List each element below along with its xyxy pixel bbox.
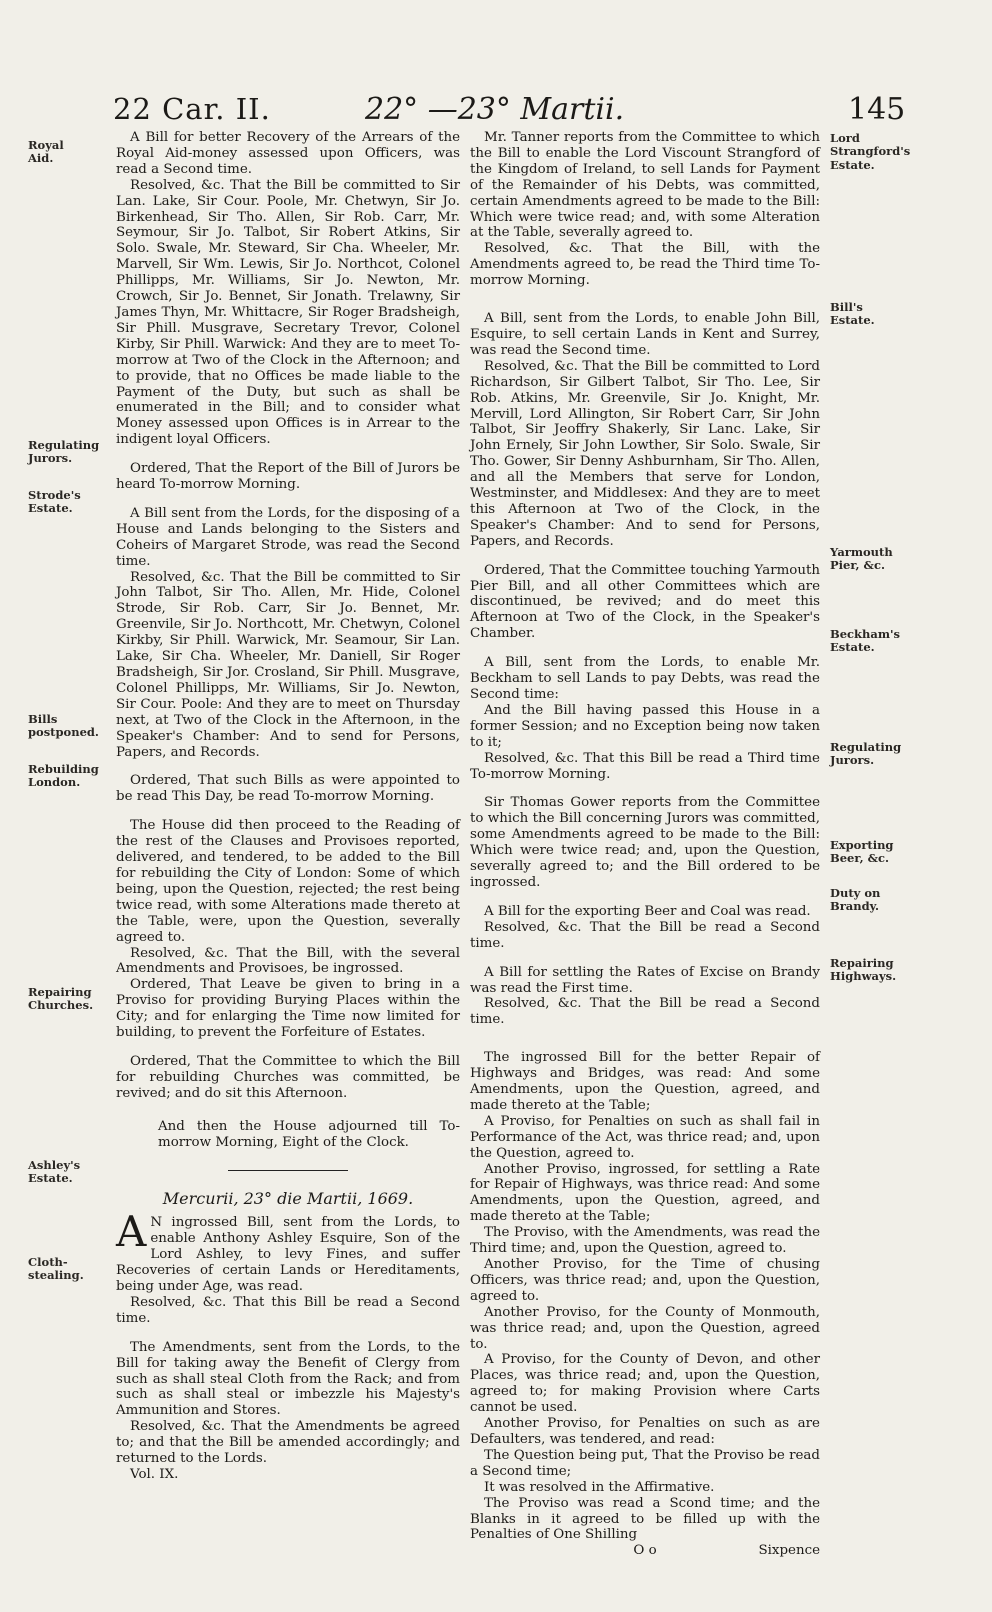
paragraph: Resolved, &c. That this Bill be read a Third time To-morrow Morning.	[470, 750, 820, 782]
paragraph: Resolved, &c. That the Bill be read a Second time.	[470, 996, 820, 1028]
paragraph: A Bill for better Recovery of the Arrears of the Royal Aid-money assessed upon Officers, was read a Second time.	[116, 130, 460, 177]
regnal-year: 22 Car. II.	[113, 92, 271, 126]
paragraph: The House did then proceed to the Reading of the rest of the Clauses and Provisoes reported, delivered, and tendered, to be added to the Bill for rebuilding the City of London: Some of which being, upon the Question, rejected; the rest being twice read, with some Alterations made thereto at the Table, were, upon the Question, severally agreed to.	[116, 818, 460, 945]
margin-note-repairing-highways: Repairing Highways.	[830, 956, 897, 984]
paragraph: A Bill, sent from the Lords, to enable John Bill, Esquire, to sell certain Lands in Kent and Surrey, was read the Second time.	[470, 311, 820, 358]
page-footer	[470, 1543, 820, 1559]
paragraph: The Proviso was read a Scond time; and the Blanks in it agreed to be filled up with the Penalties of One Shilling	[470, 1495, 820, 1543]
margin-note-yarmouth-pier: Yarmouth Pier, &c.	[830, 545, 893, 573]
margin-note-strodes-estate: Strode's Estate.	[28, 488, 81, 516]
paragraph: Mr. Tanner reports from the Committee to which the Bill to enable the Lord Viscount Strangford of the Kingdom of Ireland, to sell Lands for Payment of the Remainder of his Debts, was committed, certain Amendments agreed to be made to the Bill: Which were twice read; and, with some Alteration at the Table, severally agreed to.	[470, 130, 820, 241]
catchword: Sixpence	[758, 1543, 820, 1559]
paragraph: It was resolved in the Affirmative.	[484, 1479, 715, 1495]
paragraph: Resolved, &c. That the Bill be committed to Sir John Talbot, Sir Tho. Allen, Mr. Hide, Colonel Strode, Sir Rob. Carr, Sir Jo. Bennet, Mr. Greenvile, Sir Jo. Northcott, Mr. Chetwyn, Colonel Kirkby, Sir Phill. Warwick, Mr. Seamour, Sir Lan. Lake, Sir Cha. Wheeler, Mr. Daniell, Sir Roger Bradsheigh, Sir Jor. Crosland, Sir Phill. Musgrave, Colonel Phillipps, Mr. Williams, Sir Jo. Newton, Sir Cour. Poole: And they are to meet on Thursday next, at Two of the Clock in the Afternoon, in the Speaker's Chamber: And to send for Persons, Papers, and Records.	[116, 569, 460, 760]
margin-note-exporting-beer: Exporting Beer, &c.	[830, 838, 894, 866]
margin-note-bills-postponed: Bills postponed.	[28, 712, 99, 740]
paragraph: A Proviso, for Penalties on such as shall fail in Performance of the Act, was thrice read; and, upon the Question, agreed to.	[470, 1113, 820, 1161]
paragraph: Ordered, That the Committee touching Yarmouth Pier Bill, and all other Committees which are discontinued, be revived; and do meet this Afternoon at Two of the Clock, in the Speaker's Chamber.	[470, 562, 820, 642]
paragraph: Resolved, &c. That the Bill be read a Second time.	[470, 919, 820, 951]
margin-note-rebuilding-london: Rebuilding London.	[28, 762, 99, 790]
margin-note-regulating-jurors: Regulating Jurors.	[28, 438, 100, 466]
signature-mark: O o	[633, 1543, 657, 1559]
paragraph: Another Proviso, ingrossed, for settling a Rate for Repair of Highways, was thrice read: And some Amendments, upon the Question, agreed, and made thereto at the Table;	[470, 1161, 820, 1225]
paragraph-text: N ingrossed Bill, sent from the Lords, to enable Anthony Ashley Esquire, Son of the Lord Ashley, to levy Fines, and suffer Recoveries of certain Lands or Hereditaments, being under Age, was read.	[116, 1215, 460, 1294]
paragraph: The Question being put, That the Proviso be read a Second time;	[470, 1447, 820, 1479]
paragraph: And the Bill having passed this House in a former Session; and no Exception being now taken to it;	[470, 702, 820, 750]
paragraph: A Bill for settling the Rates of Excise on Brandy was read the First time.	[470, 964, 820, 996]
margin-note-royal-aid: Royal Aid.	[28, 138, 64, 166]
paragraph: Ordered, That the Report of the Bill of Jurors be heard To-morrow Morning.	[116, 461, 460, 493]
paragraph: Another Proviso, for the County of Monmouth, was thrice read; and, upon the Question, agreed to.	[470, 1304, 820, 1352]
paragraph: Ordered, That the Committee to which the Bill for rebuilding Churches was committed, be revived; and do sit this Afternoon.	[116, 1053, 460, 1101]
margin-note-cloth-stealing: Cloth-stealing.	[28, 1255, 84, 1283]
paragraph: The Proviso, with the Amendments, was read the Third time; and, upon the Question, agreed to.	[470, 1225, 820, 1257]
margin-note-bills-estate: Bill's Estate.	[830, 300, 875, 328]
adjournment-notice: And then the House adjourned till To-morrow Morning, Eight of the Clock.	[158, 1118, 460, 1150]
volume-mark: Vol. IX.	[130, 1466, 179, 1482]
paragraph: Another Proviso, for Penalties on such as are Defaulters, was tendered, and read:	[470, 1416, 820, 1447]
right-column	[470, 130, 820, 1559]
paragraph: The Amendments, sent from the Lords, to the Bill for taking away the Benefit of Clergy from such as shall steal Cloth from the Rack; and from such as shall steal or imbezzle his Majesty's Ammunition and Stores.	[116, 1339, 460, 1419]
paragraph: Resolved, &c. That the Bill be committed to Lord Richardson, Sir Gilbert Talbot, Sir Tho. Lee, Sir Rob. Atkins, Mr. Greenvile, Sir Jo. Knight, Mr. Mervill, Lord Allington, Sir Robert Carr, Sir John Talbot, Sir Jeoffry Shakerly, Sir Lanc. Lake, Sir John Ernely, Sir John Lowther, Sir Solo. Swale, Sir Tho. Gower, Sir Denny Ashburnham, Sir Tho. Allen, and all the Members that serve for London, Westminster, and Middlesex: And they are to meet this Afternoon at Two of the Clock, in the Speaker's Chamber: And to send for Persons, Papers, and Records.	[470, 358, 820, 549]
dateline: Mercurii, 23° die Martii, 1669.	[162, 1189, 414, 1209]
paragraph: Resolved, &c. That the Bill, with the several Amendments and Provisoes, be ingrossed.	[116, 945, 460, 977]
margin-note-regulating-jurors: Regulating Jurors.	[830, 740, 902, 768]
margin-note-strangfords-estate: Lord Strangford's Estate.	[830, 131, 911, 172]
margin-note-repairing-churches: Repairing Churches.	[28, 985, 94, 1013]
paragraph: Resolved, &c. That the Bill, with the Amendments agreed to, be read the Third time To-morrow Morning.	[470, 241, 820, 289]
left-column	[116, 130, 460, 1483]
paragraph: Sir Thomas Gower reports from the Committee to which the Bill concerning Jurors was committed, some Amendments agreed to be made to the Bill: Which were twice read; and, upon the Question, severally agreed to; and the Bill ordered to be ingrossed.	[470, 795, 820, 890]
paragraph: Resolved, &c. That the Bill be committed to Sir Lan. Lake, Sir Cour. Poole, Mr. Chetwyn, Sir Jo. Birkenhead, Sir Tho. Allen, Sir Rob. Carr, Mr. Seymour, Sir Jo. Talbot, Sir Robert Atkins, Sir Solo. Swale, Mr. Steward, Sir Cha. Wheeler, Mr. Marvell, Sir Wm. Lewis, Sir Jo. Northcot, Colonel Phillipps, Mr. Williams, Sir Jo. Newton, Mr. Crowch, Sir Jo. Bennet, Sir Jonath. Trelawny, Sir James Thyn, Mr. Whittacre, Sir Roger Bradsheigh, Sir Phill. Musgrave, Secretary Trevor, Colonel Kirby, Sir Phill. Warwick: And they are to meet To-morrow at Two of the Clock in the Afternoon; and to provide, that no Offices be made liable to the Payment of the Duty, but such as shall be enumerated in the Bill; and to consider what Money assessed upon Offices is in Arrear to the indigent loyal Officers.	[116, 177, 460, 448]
paragraph: Another Proviso, for the Time of chusing Officers, was thrice read; and, upon the Question, agreed to.	[470, 1257, 820, 1304]
paragraph: A Proviso, for the County of Devon, and other Places, was thrice read; and, upon the Question, agreed to; for making Provision where Carts cannot be used.	[470, 1352, 820, 1416]
paragraph: Ordered, That Leave be given to bring in a Proviso for providing Burying Places within the City; and for enlarging the Time now limited for building, to prevent the Forfeiture of Estates.	[116, 977, 460, 1041]
drop-cap: A	[116, 1207, 147, 1257]
date-heading: 22° —23° Martii.	[365, 92, 625, 127]
margin-note-ashleys-estate: Ashley's Estate.	[28, 1158, 81, 1186]
paragraph: Ordered, That such Bills as were appointed to be read This Day, be read To-morrow Morning.	[116, 773, 460, 805]
paragraph: Resolved, &c. That this Bill be read a Second time.	[116, 1294, 460, 1326]
paragraph: A Bill sent from the Lords, for the disposing of a House and Lands belonging to the Sisters and Coheirs of Margaret Strode, was read the Second time.	[116, 505, 460, 569]
paragraph-with-drop-cap	[116, 1207, 460, 1295]
margin-note-beckhams-estate: Beckham's Estate.	[830, 627, 900, 655]
paragraph: The ingrossed Bill for the better Repair of Highways and Bridges, was read: And some Amendments, upon the Question, agreed, and made thereto at the Table;	[470, 1050, 820, 1113]
paragraph: A Bill, sent from the Lords, to enable Mr. Beckham to sell Lands to pay Debts, was read the Second time:	[470, 655, 820, 702]
paragraph: A Bill for the exporting Beer and Coal was read.	[484, 903, 811, 919]
page-number: 145	[848, 92, 906, 127]
section-divider	[228, 1170, 348, 1171]
paragraph: Resolved, &c. That the Amendments be agreed to; and that the Bill be amended accordingly; and returned to the Lords.	[116, 1419, 460, 1467]
margin-note-duty-on-brandy: Duty on Brandy.	[830, 886, 881, 914]
